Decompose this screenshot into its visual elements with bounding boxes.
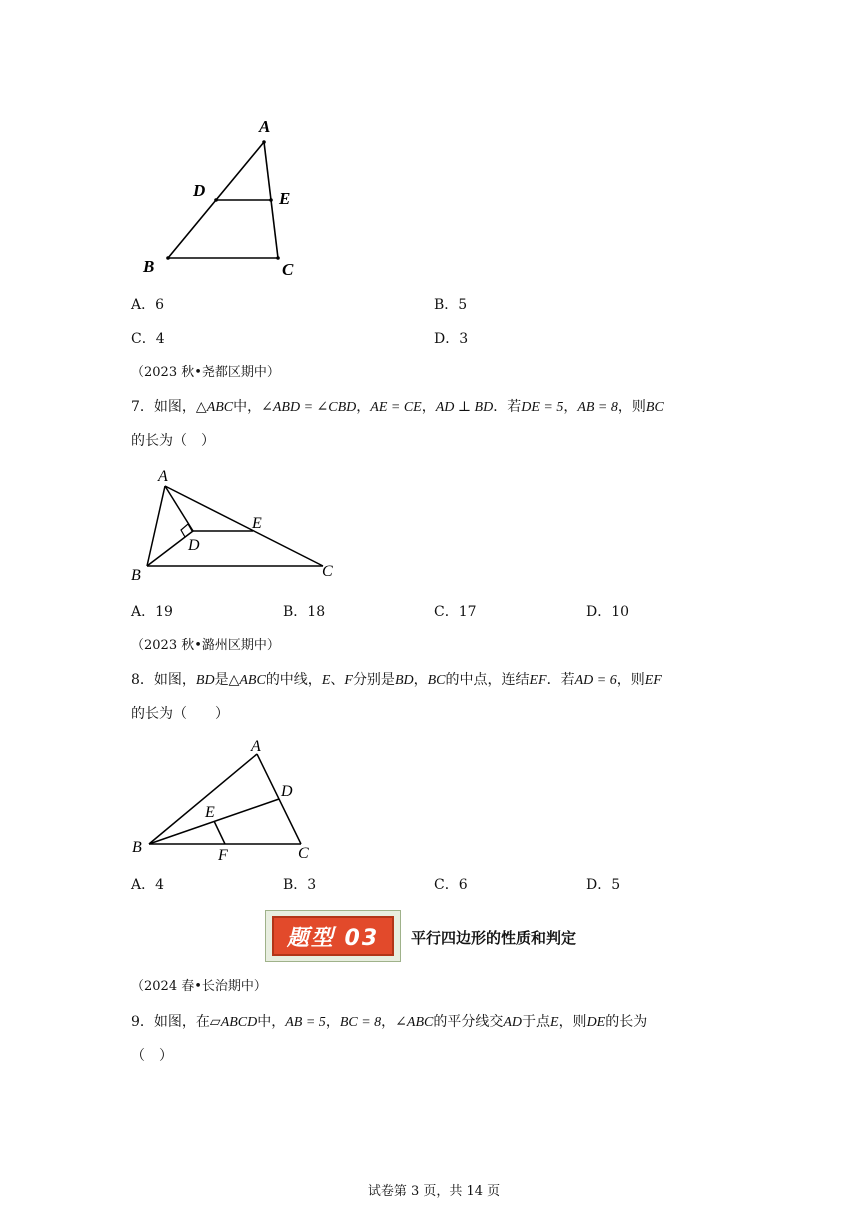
section-badge-label: 题型 03 [286,925,380,951]
q8-label-f: F [218,847,228,864]
q7-stem-line1: 7．如图，△ABC中，∠ABD = ∠CBD，AE = CE，AD ⊥ BD．若DE = 5，AB = 8，则BC [131,399,664,415]
q7-option-d: D．10 [586,604,630,620]
q7-label-a: A [158,468,168,485]
label-c: C [282,260,294,279]
q8-source: （2023 秋•潞州区期中） [131,638,280,653]
q7-option-c: C．17 [434,604,477,620]
section-title: 平行四边形的性质和判定 [411,929,577,947]
q8-option-d: D．5 [586,877,621,893]
q7-option-a: A．19 [131,604,173,620]
section-badge [265,910,401,962]
q6-option-d: D．3 [434,331,469,347]
q6-option-a: A．6 [131,297,165,313]
q8-option-c: C．6 [434,877,468,893]
q8-label-e: E [205,804,215,821]
q8-label-d: D [281,783,293,800]
figure-q8 [125,732,325,867]
figure-triangle-de [135,110,315,285]
q8-label-b: B [132,839,142,856]
q6-option-b: B．5 [434,297,468,313]
q6-option-c: C．4 [131,331,165,347]
q7-label-b: B [131,567,141,584]
label-e: E [279,189,291,208]
q8-label-c: C [298,845,309,862]
q9-stem-line2: （ ） [131,1048,173,1064]
q8-label-a: A [251,738,261,755]
page-footer: 试卷第 3 页，共 14 页 [367,1184,501,1199]
label-a: A [259,117,271,136]
q8-option-a: A．4 [131,877,165,893]
label-b: B [143,257,155,276]
q7-option-b: B．18 [283,604,326,620]
q8-option-b: B．3 [283,877,317,893]
q8-stem-line2: 的长为（ ） [131,706,229,722]
q7-stem-line2: 的长为（ ） [131,433,215,449]
figure-q7 [125,462,345,587]
q7-label-d: D [188,537,200,554]
q9-stem-line1: 9．如图，在▱ABCD中，AB = 5，BC = 8，∠ABC的平分线交AD于点E，则DE的长为 [131,1014,648,1030]
q9-source: （2024 春•长治期中） [131,979,267,994]
label-d: D [193,181,206,200]
q8-stem-line1: 8．如图，BD是△ABC的中线，E、F分别是BD，BC的中点，连结EF．若AD = 6，则EF [131,672,662,688]
q7-source: （2023 秋•尧都区期中） [131,365,280,380]
q7-label-c: C [322,563,333,580]
q7-label-e: E [252,515,262,532]
